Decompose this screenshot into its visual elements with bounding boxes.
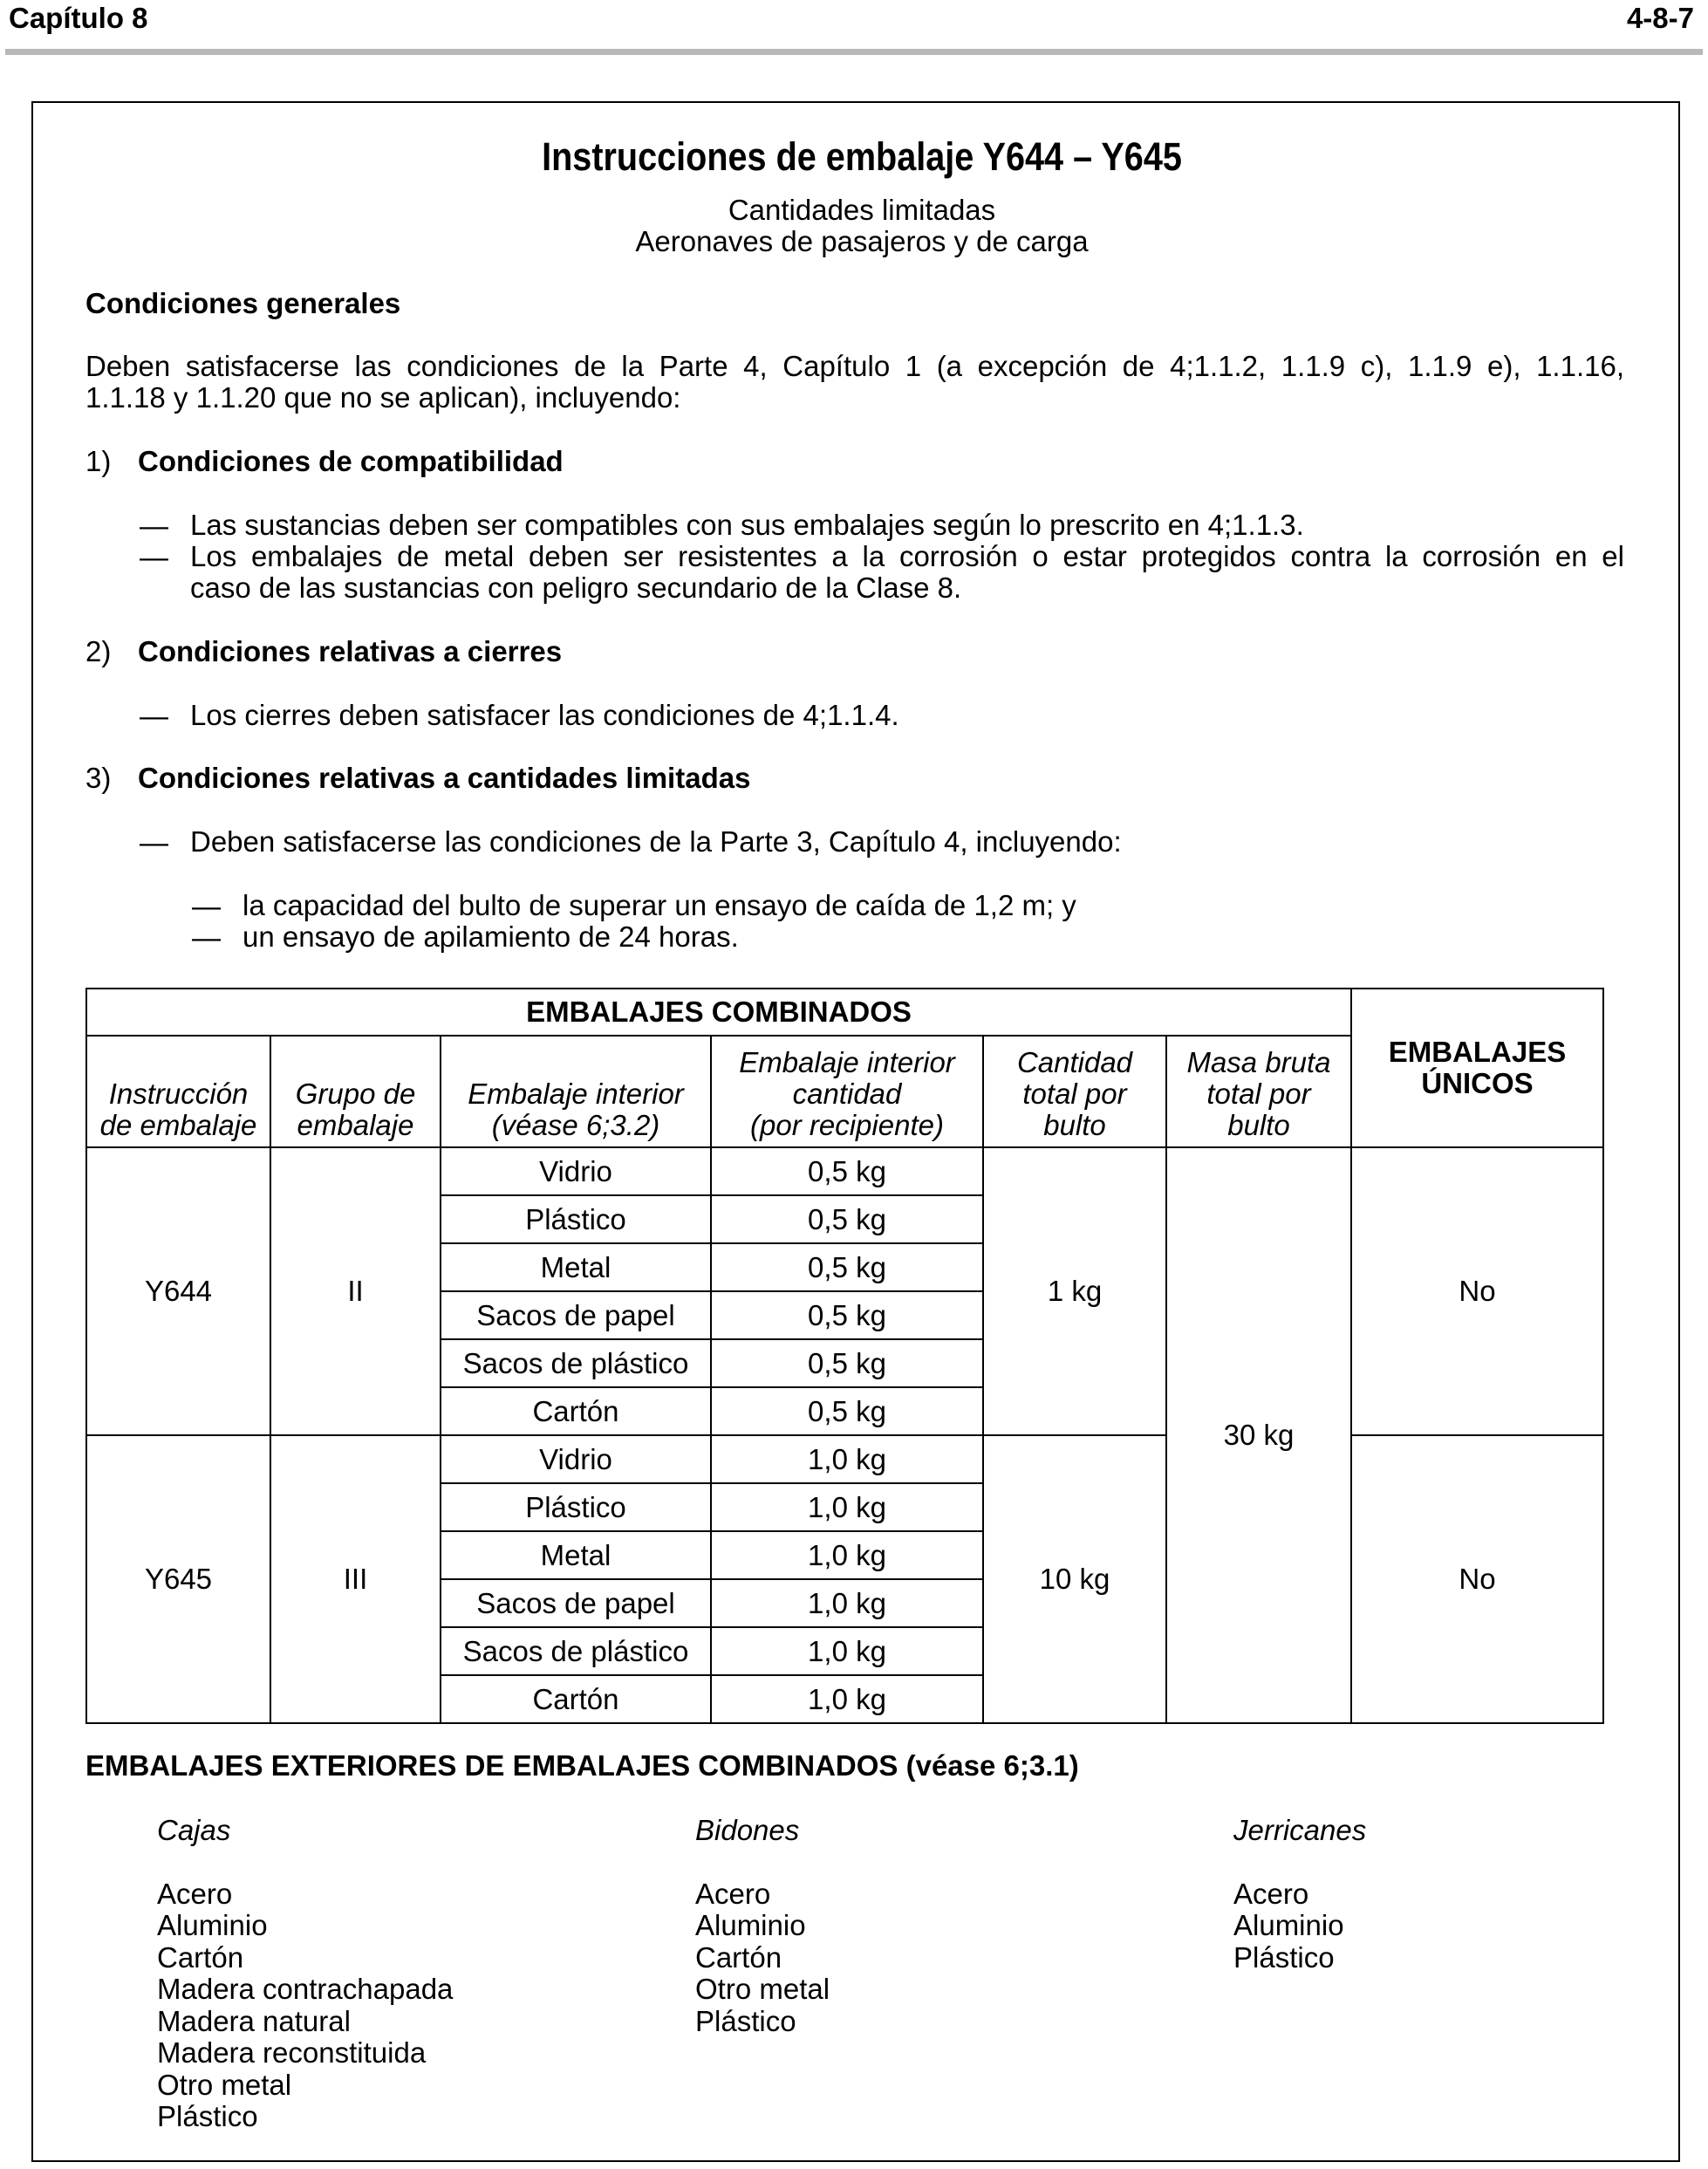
general-heading: Condiciones generales <box>85 287 401 319</box>
outer-item: Plástico <box>1233 1940 1335 1974</box>
outer-heading: EMBALAJES EXTERIORES DE EMBALAJES COMBINADOS (véase 6;3.1) <box>85 1749 1079 1782</box>
outer-item: Otro metal <box>157 2068 292 2101</box>
inner-type-cell: Sacos de plástico <box>441 1627 711 1675</box>
inner-type-cell: Plástico <box>441 1483 711 1531</box>
section-3-heading: Condiciones relativas a cantidades limitadas <box>138 762 751 794</box>
header-line: (véase 6;3.2) <box>491 1109 660 1141</box>
inner-type-cell: Plástico <box>441 1195 711 1243</box>
header-line: total por <box>1022 1078 1127 1110</box>
header-line: Grupo de <box>295 1078 416 1110</box>
inner-type-cell: Metal <box>441 1531 711 1579</box>
col-header-instruction <box>86 1036 270 1147</box>
section-3-sub-1: la capacidad del bulto de superar un ensayo de caída de 1,2 m; y <box>243 889 1076 921</box>
dash-icon: — <box>140 510 168 542</box>
section-3-item-1: Deben satisfacerse las condiciones de la Parte 3, Capítulo 4, incluyendo: <box>190 825 1122 858</box>
header-line: Embalaje interior <box>468 1078 684 1110</box>
instruction-cell: Y644 <box>86 1147 270 1435</box>
section-3-number: 3) <box>85 762 112 794</box>
section-2-heading: Condiciones relativas a cierres <box>138 635 563 667</box>
outer-item: Acero <box>157 1877 233 1910</box>
col-header-group <box>270 1036 441 1147</box>
header-line: de embalaje <box>99 1109 257 1141</box>
inner-qty-cell: 1,0 kg <box>711 1627 983 1675</box>
outer-item: Acero <box>1233 1877 1309 1910</box>
mass-cell: 30 kg <box>1166 1147 1351 1723</box>
inner-qty-cell: 1,0 kg <box>711 1579 983 1627</box>
section-1-number: 1) <box>85 445 112 477</box>
outer-item: Cartón <box>157 1940 244 1974</box>
dash-icon: — <box>140 700 168 732</box>
outer-item: Aluminio <box>695 1909 806 1941</box>
inner-qty-cell: 1,0 kg <box>711 1483 983 1531</box>
inner-qty-cell: 0,5 kg <box>711 1147 983 1195</box>
single-header-line: ÚNICOS <box>1421 1067 1534 1099</box>
inner-qty-cell: 0,5 kg <box>711 1387 983 1435</box>
col-header-total <box>983 1036 1166 1147</box>
outer-column-jerricans <box>1233 1815 1366 1974</box>
page-number: 4-8-7 <box>1626 2 1694 34</box>
header-line: Cantidad <box>1016 1046 1133 1078</box>
col-header-inner-qty <box>711 1036 983 1147</box>
outer-item: Otro metal <box>695 1973 830 2005</box>
inner-qty-cell: 0,5 kg <box>711 1195 983 1243</box>
header-line: bulto <box>1043 1109 1106 1141</box>
single-cell: No <box>1351 1147 1603 1435</box>
outer-item: Madera contrachapada <box>157 1973 454 2005</box>
subtitle-aircraft: Aeronaves de pasajeros y de carga <box>635 225 1089 257</box>
instruction-cell: Y645 <box>86 1435 270 1723</box>
inner-qty-cell: 1,0 kg <box>711 1435 983 1483</box>
inner-type-cell: Cartón <box>441 1387 711 1435</box>
outer-item: Plástico <box>695 2004 796 2037</box>
outer-item: Plástico <box>157 2100 258 2132</box>
outer-item: Cartón <box>695 1940 782 1974</box>
inner-type-cell: Sacos de papel <box>441 1579 711 1627</box>
single-header-line: EMBALAJES <box>1388 1036 1567 1068</box>
inner-qty-cell: 1,0 kg <box>711 1675 983 1723</box>
section-1-heading: Condiciones de compatibilidad <box>138 445 564 477</box>
section-2-number: 2) <box>85 635 112 667</box>
outer-column-boxes <box>157 1815 453 2133</box>
dash-icon: — <box>192 921 221 954</box>
packing-table <box>85 988 1604 1724</box>
header-line: Embalaje interior <box>739 1046 955 1078</box>
section-1-item-2-line-1: Los embalajes de metal deben ser resistentes a la corrosión o estar protegidos contra la corrosión en el <box>190 540 1624 572</box>
outer-item: Acero <box>695 1877 771 1910</box>
header-line: embalaje <box>297 1109 414 1141</box>
single-header <box>1351 989 1603 1147</box>
inner-type-cell: Cartón <box>441 1675 711 1723</box>
dash-icon: — <box>140 541 168 573</box>
header-line: total por <box>1206 1078 1311 1110</box>
header-rule <box>5 49 1703 55</box>
intro-line-2: 1.1.18 y 1.1.20 que no se aplican), incluyendo: <box>85 381 681 414</box>
group-cell: II <box>270 1147 441 1435</box>
section-2-item-1: Los cierres deben satisfacer las condiciones de 4;1.1.4. <box>190 699 899 731</box>
inner-type-cell: Sacos de plástico <box>441 1339 711 1387</box>
outer-column-title: Bidones <box>695 1814 800 1846</box>
header-line: cantidad <box>792 1078 902 1110</box>
subtitle-limited-quantities: Cantidades limitadas <box>728 194 996 226</box>
chapter-label: Capítulo 8 <box>9 2 148 34</box>
inner-qty-cell: 0,5 kg <box>711 1243 983 1291</box>
inner-type-cell: Metal <box>441 1243 711 1291</box>
outer-column-title: Cajas <box>157 1814 231 1846</box>
section-3-sub-2: un ensayo de apilamiento de 24 horas. <box>243 920 739 953</box>
total-cell: 10 kg <box>983 1435 1166 1723</box>
inner-qty-cell: 0,5 kg <box>711 1339 983 1387</box>
outer-item: Aluminio <box>157 1909 268 1941</box>
single-cell: No <box>1351 1435 1603 1723</box>
total-cell: 1 kg <box>983 1147 1166 1435</box>
table-row <box>86 1435 1603 1483</box>
inner-type-cell: Vidrio <box>441 1147 711 1195</box>
header-line: Instrucción <box>108 1078 249 1110</box>
col-header-inner <box>441 1036 711 1147</box>
section-1-item-2-line-2: caso de las sustancias con peligro secundario de la Clase 8. <box>190 571 962 604</box>
col-header-mass <box>1166 1036 1351 1147</box>
dash-icon: — <box>192 890 221 922</box>
inner-qty-cell: 1,0 kg <box>711 1531 983 1579</box>
header-line: (por recipiente) <box>750 1109 944 1141</box>
dash-icon: — <box>140 826 168 859</box>
table-row <box>86 1147 1603 1195</box>
outer-item: Aluminio <box>1233 1909 1344 1941</box>
intro-line-1: Deben satisfacerse las condiciones de la Parte 4, Capítulo 1 (a excepción de 4;1.1.2, 1.1.9 c), 1.1.9 e), 1.1.16, <box>85 350 1624 382</box>
combined-header: EMBALAJES COMBINADOS <box>86 989 1351 1036</box>
outer-item: Madera reconstituida <box>157 2036 427 2069</box>
outer-column-drums <box>695 1815 830 2037</box>
outer-item: Madera natural <box>157 2004 351 2037</box>
header-line: bulto <box>1227 1109 1290 1141</box>
inner-type-cell: Vidrio <box>441 1435 711 1483</box>
page-header <box>7 0 1701 42</box>
group-cell: III <box>270 1435 441 1723</box>
content-frame <box>31 101 1680 2162</box>
page-title: Instrucciones de embalaje Y644 – Y645 <box>542 134 1182 179</box>
inner-type-cell: Sacos de papel <box>441 1291 711 1339</box>
inner-qty-cell: 0,5 kg <box>711 1291 983 1339</box>
section-1-item-1: Las sustancias deben ser compatibles con sus embalajes según lo prescrito en 4;1.1.3. <box>190 509 1304 541</box>
header-line: Masa bruta <box>1186 1046 1331 1078</box>
outer-column-title: Jerricanes <box>1233 1814 1367 1846</box>
